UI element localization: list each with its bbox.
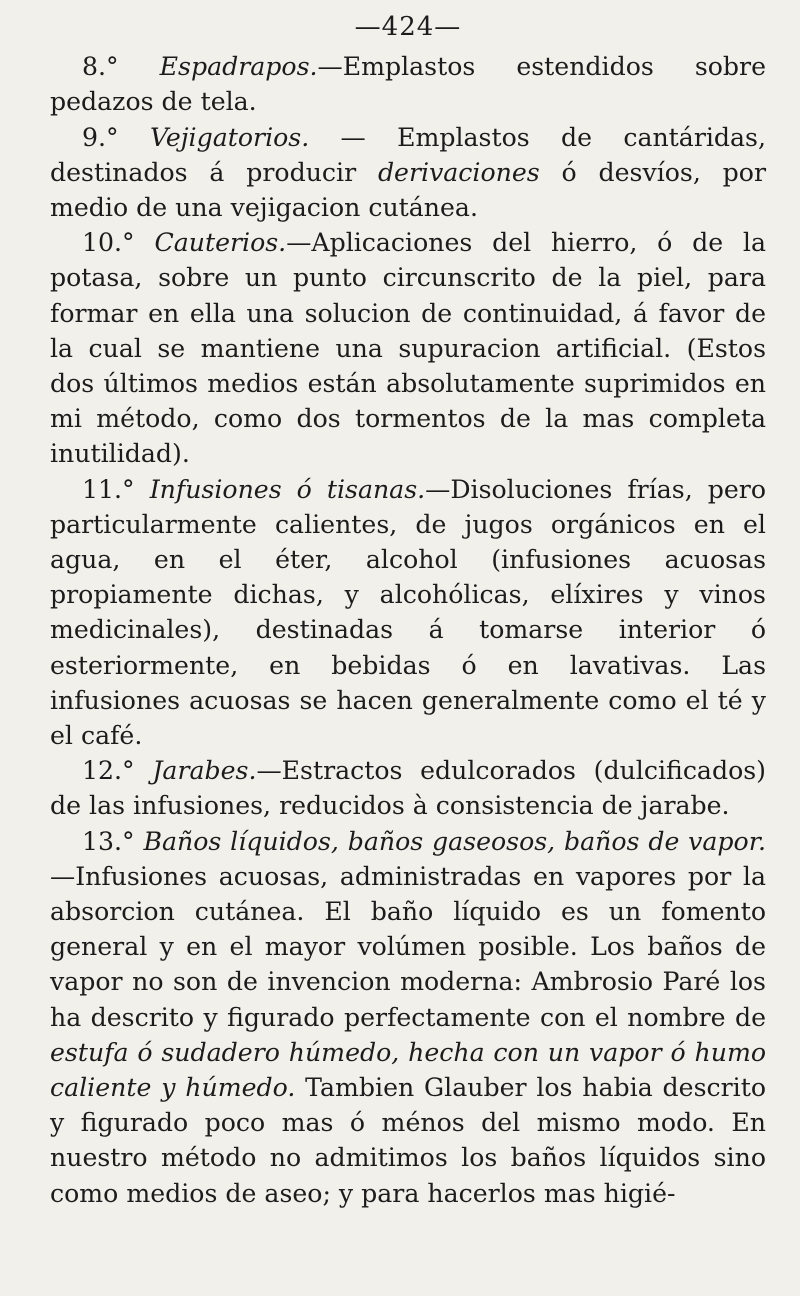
entry-text-italic: estufa ó sudadero húmedo, hecha con un vapor ó humo caliente y húmedo. <box>50 1037 766 1103</box>
entry-number: 13.° <box>82 826 135 856</box>
entry-text: —Emplastos estendidos sobre pedazos de tela. <box>50 52 766 117</box>
entry-9 <box>50 120 766 226</box>
entry-term: Jarabes. <box>152 756 257 786</box>
entry-text: —Disoluciones frías, pero particularmente calientes, de jugos orgánicos en el agua, en el éter, alcohol (infusiones acuosas propiamente dichas, y alcohólicas, elíxires y vinos medicinales), destinadas á tomarse interior ó esteriormente, en bebidas ó en lavativas. Las infusiones acuosas se hacen generalmente como el té y el café. <box>50 474 766 751</box>
entry-term: Infusiones ó tisanas. <box>149 474 426 504</box>
book-page <box>50 12 766 1211</box>
entry-text: —Aplicaciones del hierro, ó de la potasa, sobre un punto circunscrito de la piel, para formar en ella una solucion de continuidad, á favor de la cual se mantiene una supuracion artificial. (Estos dos últimos medios están absolutamente suprimidos en mi método, como dos tormentos de la mas completa inutilidad). <box>50 228 766 469</box>
entry-12 <box>50 753 766 823</box>
entry-8 <box>50 49 766 119</box>
entry-text-italic: derivaciones <box>377 157 540 187</box>
entry-term: Baños líquidos, baños gaseosos, baños de vapor. <box>143 826 766 856</box>
entry-text: Tambien Glauber los habia descrito y figurado poco mas ó ménos del mismo modo. En nuestro método no admitimos los baños líquidos sino como medios de aseo; y para hacerlos mas higié- <box>50 1073 766 1208</box>
entry-text: —Estractos edulcorados (dulcificados) de las infusiones, reducidos à consistencia de jarabe. <box>50 756 766 821</box>
entry-11 <box>50 472 766 754</box>
entry-term: Cauterios. <box>154 228 287 258</box>
entry-number: 11.° <box>82 474 135 504</box>
entry-number: 10.° <box>82 228 135 258</box>
entry-13 <box>50 824 766 1211</box>
entry-number: 8.° <box>82 52 119 82</box>
entry-text: — Emplastos de cantáridas, destinados á producir <box>50 122 766 187</box>
entry-text: —Infusiones acuosas, administradas en vapores por la absorcion cutánea. El baño líquido es un fomento general y en el mayor volúmen posible. Los baños de vapor no son de invencion moderna: Ambrosio Paré los ha descrito y figurado perfectamente con el nombre de <box>50 861 766 1032</box>
entry-term: Espadrapos. <box>159 52 318 82</box>
entry-10 <box>50 225 766 471</box>
entry-number: 12.° <box>82 756 135 786</box>
entry-number: 9.° <box>82 122 119 152</box>
entry-term: Vejigatorios. <box>149 122 310 152</box>
entry-text: ó desvíos, por medio de una vejigacion cutánea. <box>50 157 766 222</box>
page-number: —424— <box>354 12 462 42</box>
